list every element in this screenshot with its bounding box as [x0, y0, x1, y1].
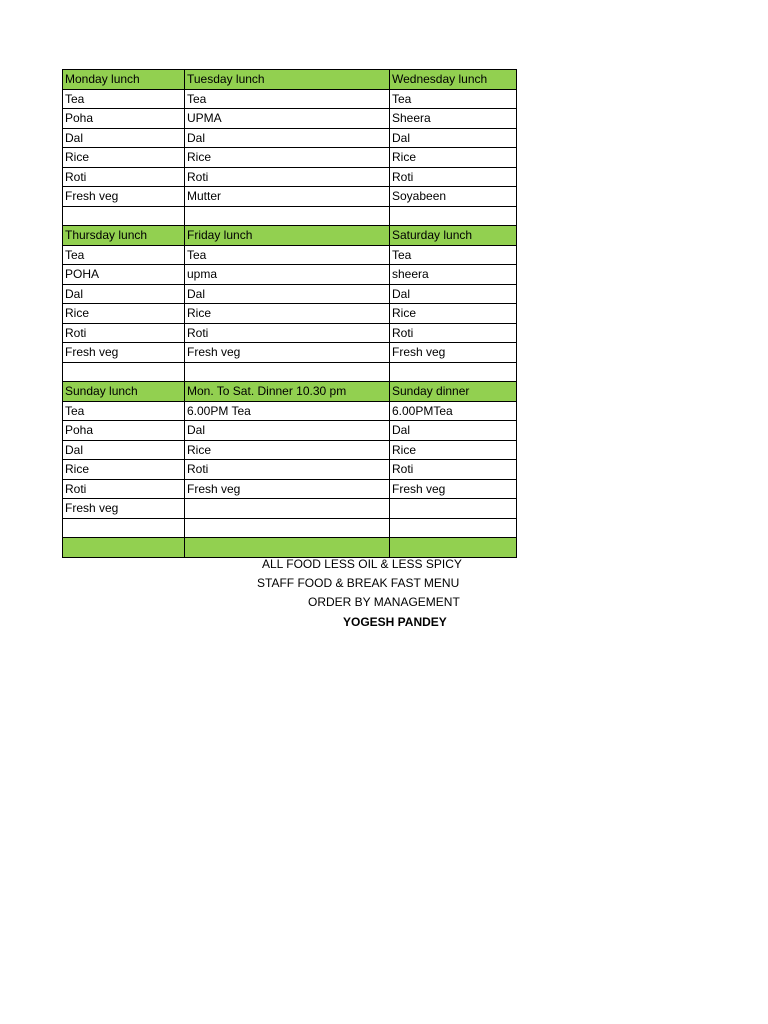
table-row: [63, 128, 517, 148]
table-cell: Tea: [390, 89, 517, 109]
footer-order-note: ORDER BY MANAGEMENT: [308, 595, 460, 609]
column-header: Sunday dinner: [390, 382, 517, 402]
menu-table: [62, 69, 517, 558]
table-cell: [390, 206, 517, 226]
table-cell: Dal: [390, 421, 517, 441]
table-cell: POHA: [63, 265, 185, 285]
table-cell: [390, 518, 517, 538]
table-cell: [390, 362, 517, 382]
table-cell: Roti: [390, 460, 517, 480]
section-header-row: [63, 226, 517, 246]
table-cell: Fresh veg: [63, 187, 185, 207]
table-cell: Rice: [63, 148, 185, 168]
table-cell: Poha: [63, 109, 185, 129]
table-cell: [185, 538, 390, 558]
table-row: [63, 167, 517, 187]
table-cell: 6.00PMTea: [390, 401, 517, 421]
table-cell: Mutter: [185, 187, 390, 207]
table-cell: Rice: [185, 304, 390, 324]
table-cell: Tea: [63, 245, 185, 265]
table-row: [63, 460, 517, 480]
table-cell: Tea: [63, 89, 185, 109]
table-cell: upma: [185, 265, 390, 285]
table-cell: Roti: [185, 460, 390, 480]
table-cell: Dal: [63, 440, 185, 460]
table-cell: Fresh veg: [185, 479, 390, 499]
column-header: Wednesday lunch: [390, 70, 517, 90]
table-row: [63, 499, 517, 519]
table-cell: Rice: [185, 440, 390, 460]
table-cell: Rice: [390, 304, 517, 324]
table-cell: Roti: [63, 479, 185, 499]
column-header: Tuesday lunch: [185, 70, 390, 90]
table-cell: Fresh veg: [63, 499, 185, 519]
table-row: [63, 284, 517, 304]
table-row: [63, 265, 517, 285]
table-cell: [185, 518, 390, 538]
column-header: Friday lunch: [185, 226, 390, 246]
table-cell: Rice: [63, 460, 185, 480]
table-cell: Roti: [185, 167, 390, 187]
table-cell: [185, 499, 390, 519]
table-row: [63, 401, 517, 421]
section-header-row: [63, 382, 517, 402]
table-row: [63, 206, 517, 226]
table-cell: Roti: [63, 323, 185, 343]
footer-signature-name: YOGESH PANDEY: [343, 615, 447, 629]
section-header-row: [63, 70, 517, 90]
table-cell: Fresh veg: [390, 343, 517, 363]
table-cell: Tea: [185, 89, 390, 109]
footer-note-oil-spice: ALL FOOD LESS OIL & LESS SPICY: [262, 557, 462, 571]
table-cell: 6.00PM Tea: [185, 401, 390, 421]
menu-table-body: [63, 70, 517, 558]
table-row: [63, 343, 517, 363]
table-cell: Roti: [63, 167, 185, 187]
table-cell: Tea: [185, 245, 390, 265]
table-row: [63, 89, 517, 109]
table-cell: [63, 206, 185, 226]
table-cell: Dal: [185, 421, 390, 441]
table-cell: Soyabeen: [390, 187, 517, 207]
table-cell: Dal: [390, 284, 517, 304]
table-row: [63, 304, 517, 324]
footer-menu-title: STAFF FOOD & BREAK FAST MENU: [257, 576, 460, 590]
table-row: [63, 479, 517, 499]
column-header: Thursday lunch: [63, 226, 185, 246]
table-cell: Roti: [390, 167, 517, 187]
table-cell: Fresh veg: [390, 479, 517, 499]
table-cell: Tea: [63, 401, 185, 421]
table-cell: [390, 499, 517, 519]
table-cell: Rice: [63, 304, 185, 324]
table-row: [63, 245, 517, 265]
table-cell: [63, 518, 185, 538]
table-cell: Tea: [390, 245, 517, 265]
table-cell: Dal: [185, 284, 390, 304]
table-cell: Fresh veg: [63, 343, 185, 363]
column-header: Monday lunch: [63, 70, 185, 90]
table-row: [63, 518, 517, 538]
table-cell: sheera: [390, 265, 517, 285]
table-cell: Roti: [390, 323, 517, 343]
table-cell: Dal: [390, 128, 517, 148]
table-cell: Roti: [185, 323, 390, 343]
column-header: Mon. To Sat. Dinner 10.30 pm: [185, 382, 390, 402]
table-cell: [185, 362, 390, 382]
table-cell: Dal: [185, 128, 390, 148]
table-cell: [390, 538, 517, 558]
table-row: [63, 323, 517, 343]
table-cell: UPMA: [185, 109, 390, 129]
table-cell: Dal: [63, 128, 185, 148]
table-cell: Rice: [185, 148, 390, 168]
table-cell: [63, 538, 185, 558]
table-row: [63, 109, 517, 129]
table-cell: Rice: [390, 440, 517, 460]
table-cell: Dal: [63, 284, 185, 304]
column-header: Saturday lunch: [390, 226, 517, 246]
table-footer-row: [63, 538, 517, 558]
table-row: [63, 440, 517, 460]
table-cell: [63, 362, 185, 382]
table-cell: Poha: [63, 421, 185, 441]
table-row: [63, 148, 517, 168]
table-cell: Rice: [390, 148, 517, 168]
column-header: Sunday lunch: [63, 382, 185, 402]
table-row: [63, 362, 517, 382]
table-cell: [185, 206, 390, 226]
table-row: [63, 421, 517, 441]
table-cell: Sheera: [390, 109, 517, 129]
table-row: [63, 187, 517, 207]
table-cell: Fresh veg: [185, 343, 390, 363]
